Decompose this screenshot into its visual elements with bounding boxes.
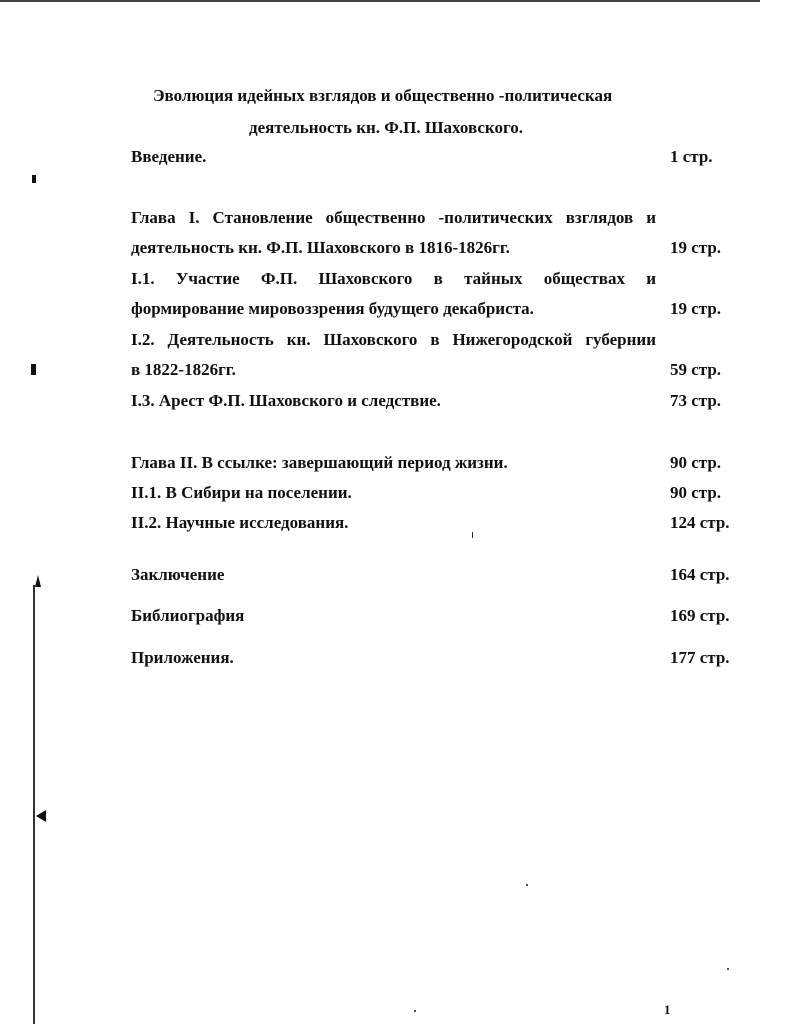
toc-entry-page: 19 стр. [670,299,722,318]
toc-entry-text: Глава I. Становление общественно -политических взглядов и [131,208,656,227]
scan-mark [31,364,36,375]
toc-entry-page: 177 стр. [670,648,730,667]
scan-speck [414,1010,416,1012]
left-scan-border [33,585,35,1024]
toc-entry-text: Приложения. [131,648,234,667]
toc-entry-page: 169 стр. [670,606,730,625]
toc-entry-text: I.3. Арест Ф.П. Шаховского и следствие. [131,391,441,410]
toc-entry-text: Библиография [131,606,245,625]
scan-speck [526,884,528,886]
scan-speck [472,532,473,538]
toc-entry-page: 164 стр. [670,565,730,584]
document-title-line-1: Эволюция идейных взглядов и общественно -политическая [153,86,613,105]
toc-entry-page: 73 стр. [670,391,722,410]
toc-entry-text: Глава II. В ссылке: завершающий период жизни. [131,453,508,472]
scan-mark [35,575,41,587]
toc-entry-page: 19 стр. [670,238,722,257]
toc-entry-text: деятельность кн. Ф.П. Шаховского в 1816-1826гг. [131,238,510,257]
scan-mark [36,810,46,822]
toc-entry-text: Введение. [131,147,207,166]
toc-entry-page: 90 стр. [670,483,722,502]
toc-entry-text: Заключение [131,565,225,584]
toc-entry-text: формирование мировоззрения будущего декабриста. [131,299,534,318]
document-title-line-2: деятельность кн. Ф.П. Шаховского. [249,118,524,137]
toc-entry-text: II.2. Научные исследования. [131,513,349,532]
toc-entry-page: 1 стр. [670,147,713,166]
toc-entry-page: 59 стр. [670,360,722,379]
toc-entry-text: в 1822-1826гг. [131,360,236,379]
scan-mark [32,175,36,183]
toc-entry-text: I.1. Участие Ф.П. Шаховского в тайных обществах и [131,269,656,288]
scan-speck [727,968,729,970]
toc-entry-text: I.2. Деятельность кн. Шаховского в Нижегородской губернии [131,330,656,349]
toc-entry-page: 124 стр. [670,513,730,532]
top-scan-border [0,0,760,2]
toc-entry-text: II.1. В Сибири на поселении. [131,483,352,502]
page-number: 1 [664,1002,671,1017]
toc-entry-page: 90 стр. [670,453,722,472]
